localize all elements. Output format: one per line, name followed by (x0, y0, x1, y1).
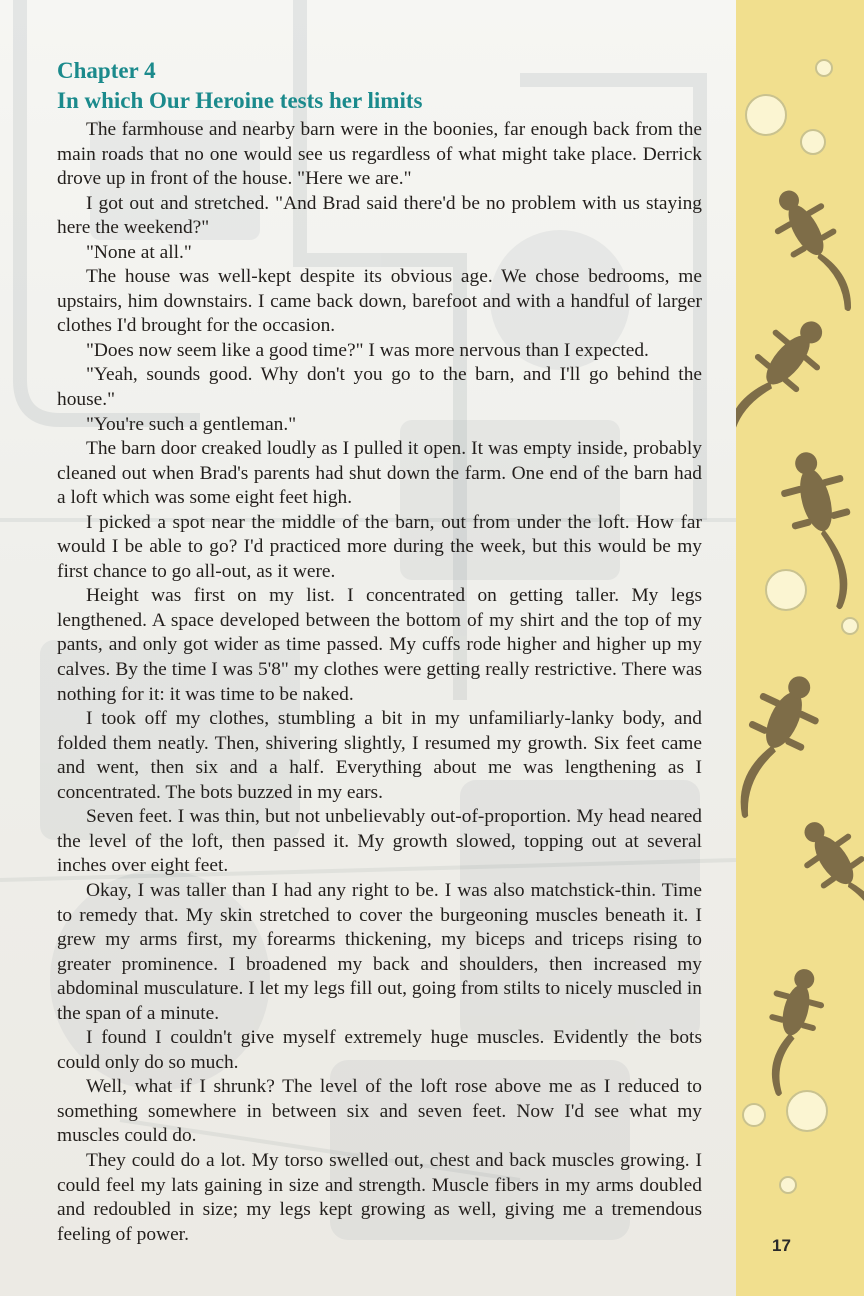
paragraph: I picked a spot near the middle of the barn, out from under the loft. How far would I be able to go? I'd practiced more during the week, but this would be my first chance to go all-out, as it were. (57, 511, 702, 582)
paragraph: I got out and stretched. "And Brad said there'd be no problem with us staying here the weekend?" (57, 192, 702, 239)
gecko-bubble-art (736, 0, 864, 1296)
gecko-icon (760, 178, 864, 323)
paragraph: The farmhouse and nearby barn were in the boonies, far enough back from the main roads that no one would see us regardless of what might take place. Derrick drove up in front of the house. "Here we are." (57, 119, 702, 190)
page-number: 17 (772, 1236, 791, 1255)
chapter-title: In which Our Heroine tests her limits (57, 88, 423, 113)
paragraph: They could do a lot. My torso swelled out, chest and back muscles growing. I could feel my lats gaining in size and strength. Muscle fibers in my arms doubled and redoubled in size; my legs kept growing as well, giving me a tremendous feeling of power. (57, 1149, 702, 1245)
chapter-content (57, 56, 702, 1247)
bubble-icon (766, 570, 806, 610)
bubble-icon (780, 1177, 796, 1193)
paragraph: The house was well-kept despite its obvious age. We chose bedrooms, me upstairs, him downstairs. I came back down, barefoot and with a handful of larger clothes I'd brought for the occasion. (57, 266, 702, 337)
bubble-icon (743, 1104, 765, 1126)
gecko-icon (736, 664, 833, 829)
paragraph: The barn door creaked loudly as I pulled it open. It was empty inside, probably cleaned out when Brad's parents had shut down the farm. One end of the barn had a loft which was some eight feet high. (57, 438, 702, 509)
gecko-icon (748, 963, 832, 1102)
paragraph: Seven feet. I was thin, but not unbelievably out-of-proportion. My head neared the level of the loft, then passed it. My growth slowed, topping out at several inches over eight feet. (57, 806, 702, 877)
paragraph: "Yeah, sounds good. Why don't you go to the barn, and I'll go behind the house." (57, 364, 702, 411)
bubble-icon (746, 95, 786, 135)
bubble-icon (816, 60, 832, 76)
gecko-icon (736, 305, 841, 457)
bubble-icon (801, 130, 825, 154)
bubble-icon (842, 618, 858, 634)
gecko-icon (786, 808, 864, 953)
paragraph: "None at all." (86, 241, 192, 263)
chapter-number: Chapter 4 (57, 58, 156, 83)
paragraph: "Does now seem like a good time?" I was more nervous than I expected. (86, 339, 649, 361)
paragraph: "You're such a gentleman." (86, 413, 297, 435)
bubble-icon (787, 1091, 827, 1131)
chapter-body (57, 118, 702, 1247)
paragraph: Okay, I was taller than I had any right to be. I was also matchstick-thin. Time to remedy that. My skin stretched to cover the burgeoning muscles beneath it. I grew my arms first, my forearms thickening, my biceps and triceps rising to greater prominence. I broadened my back and shoulders, then increased my abdominal musculature. I let my legs fill out, going from stilts to nicely muscled in the span of a minute. (57, 879, 702, 1024)
paragraph: I took off my clothes, stumbling a bit in my unfamiliarly-lanky body, and folded them neatly. Then, shivering slightly, I resumed my growth. Six feet came and went, then six and a half. Everything about me was lengthening as I concentrated. The bots buzzed in my ears. (57, 708, 702, 803)
paragraph: I found I couldn't give myself extremely huge muscles. Evidently the bots could only do so much. (57, 1027, 702, 1073)
paragraph: Height was first on my list. I concentrated on getting taller. My legs lengthened. A space developed between the bottom of my shirt and the top of my pants, and only got wider as time passed. My cuffs rode higher and higher up my calves. By the time I was 5'8" my clothes were getting really restrictive. There was nothing for it: it was time to be naked. (57, 585, 702, 705)
decorative-sidebar (736, 0, 864, 1296)
paragraph: Well, what if I shrunk? The level of the loft rose above me as I reduced to something somewhere in between six and seven feet. Now I'd see what my muscles could do. (57, 1076, 702, 1147)
